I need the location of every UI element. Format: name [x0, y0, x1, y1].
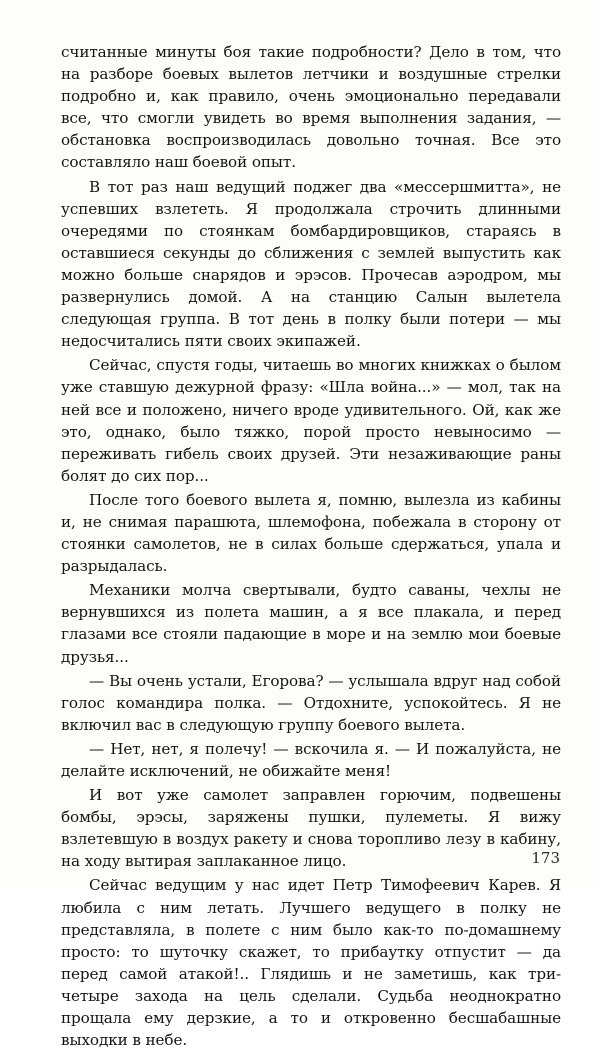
paragraph: И вот уже самолет заправлен горючим, подвешены бомбы, эрэсы, заряжены пушки, пулеметы. Я вижу взлетевшую в воздух ракету и снова торопливо лезу в кабину, на ходу вытирая заплаканное лицо. [61, 786, 561, 871]
paragraph: Сейчас ведущим у нас идет Петр Тимофеевич Карев. Я любила с ним летать. Лучшего ведущего в полку не представляла, в полете с ним было как-то по-домашнему просто: то шуточку скажет, то прибаутку отпустит — да перед самой атакой!.. Глядишь и не заметишь, как три-четыре захода на цель сделали. Судьба неоднократно прощала ему дерзкие, а то и откровенно бесшабашные выходки в небе. [61, 876, 561, 1050]
body-text [61, 41, 561, 1053]
paragraph-continuation: считанные минуты боя такие подробности? Дело в том, что на разборе боевых вылетов летчики и воздушные стрелки подробно и, как правило, очень эмоционально передавали все, что смогли увидеть во время выполнения задания, — обстановка воспроизводилась довольно точная. Все это составляло наш боевой опыт. [61, 43, 561, 172]
paragraph: Сейчас, спустя годы, читаешь во многих книжках о былом уже ставшую дежурной фразу: «Шла война...» — мол, так на ней все и положено, ничего вроде удивительного. Ой, как же это, однако, было тяжко, порой просто невыносимо — переживать гибель своих друзей. Эти незаживающие раны болят до сих пор... [61, 356, 561, 485]
paragraph: Механики молча свертывали, будто саваны, чехлы не вернувшихся из полета машин, а я все плакала, и перед глазами все стояли падающие в море и на землю мои боевые друзья... [61, 581, 561, 666]
paragraph: В тот раз наш ведущий поджег два «мессершмитта», не успевших взлететь. Я продолжала строчить длинными очередями по стоянкам бомбардировщиков, стараясь в оставшиеся секунды до сближения с землей выпустить как можно больше снарядов и эрэсов. Прочесав аэродром, мы развернулись домой. А на станцию Салын вылетела следующая группа. В тот день в полку были потери — мы недосчитались пяти своих экипажей. [61, 177, 561, 351]
dialogue-paragraph: — Нет, нет, я полечу! — вскочила я. — И пожалуйста, не делайте исключений, не обижайте меня! [61, 739, 561, 780]
page-number: 173 [531, 849, 560, 867]
dialogue-paragraph: — Вы очень устали, Егорова? — услышала вдруг над собой голос командира полка. — Отдохните, успокойтесь. Я не включил вас в следующую группу боевого вылета. [61, 671, 561, 734]
paragraph: После того боевого вылета я, помню, вылезла из кабины и, не снимая парашюта, шлемофона, побежала в сторону от стоянки самолетов, не в силах больше сдержаться, упала и разрыдалась. [61, 490, 561, 576]
